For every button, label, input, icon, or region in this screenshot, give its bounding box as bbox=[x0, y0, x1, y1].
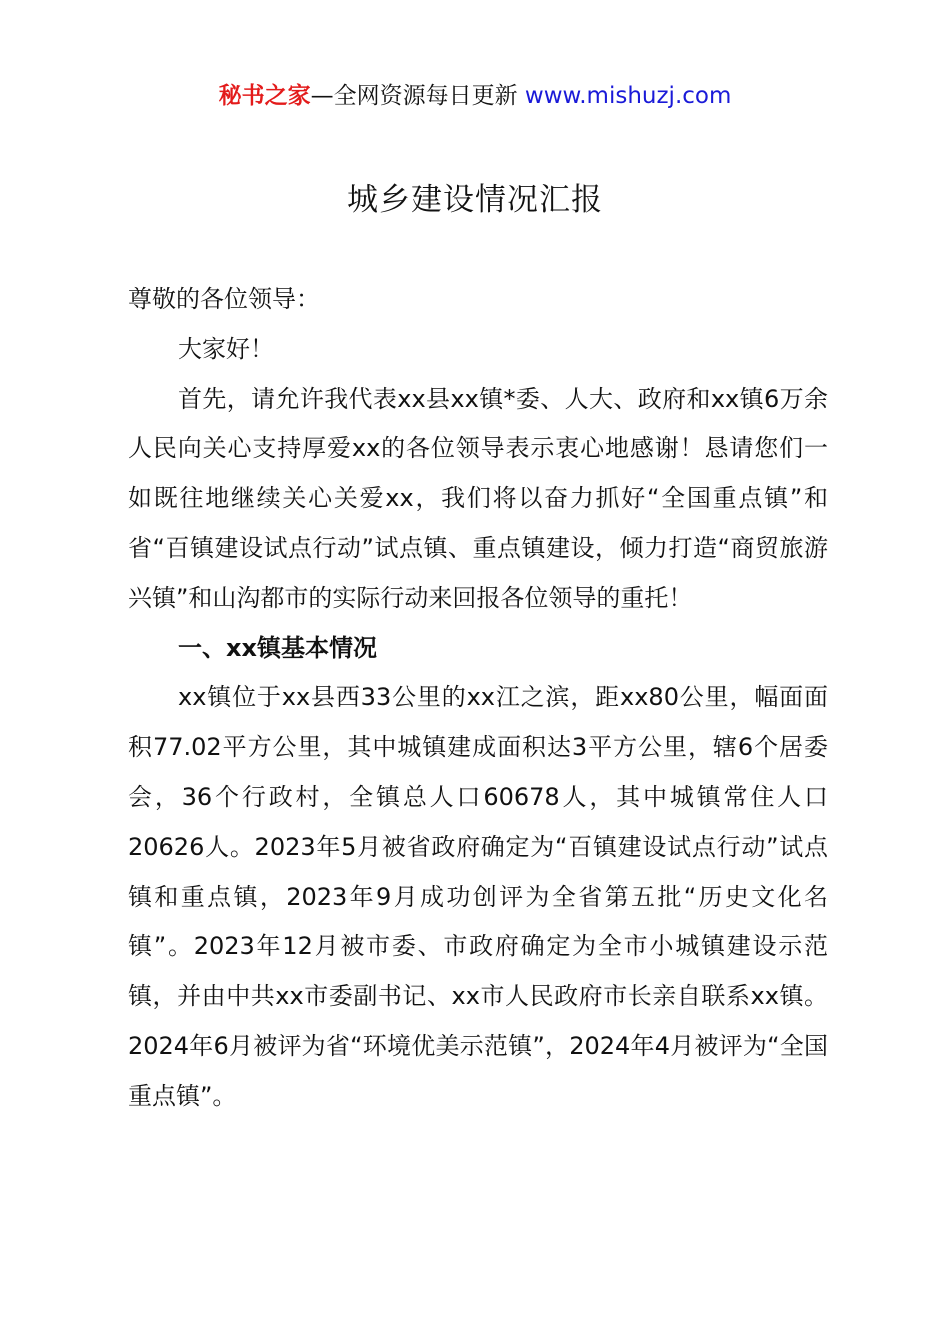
document-body bbox=[128, 275, 828, 1122]
intro-paragraph: 首先，请允许我代表xx县xx镇*委、人大、政府和xx镇6万余人民向关心支持厚爱xx的各位领导表示衷心地感谢！恳请您们一如既往地继续关心关爱xx，我们将以奋力抓好“全国重点镇”和省“百镇建设试点行动”试点镇、重点镇建设，倾力打造“商贸旅游兴镇”和山沟都市的实际行动来回报各位领导的重托！ bbox=[128, 384, 828, 612]
greeting: 大家好！ bbox=[178, 334, 274, 363]
salutation: 尊敬的各位领导： bbox=[128, 285, 320, 313]
section-paragraph: xx镇位于xx县西33公里的xx江之滨，距xx80公里，幅面面积77.02平方公里，其中城镇建成面积达3平方公里，辖6个居委会，36个行政村，全镇总人口60678人，其中城镇常住人口20626人。2023年5月被省政府确定为“百镇建设试点行动”试点镇和重点镇，2023年9月成功创评为全省第五批“历史文化名镇”。2023年12月被市委、市政府确定为全市小城镇建设示范镇，并由中共xx市委副书记、xx市人民政府市长亲自联系xx镇。2024年6月被评为省“环境优美示范镇”，2024年4月被评为“全国重点镇”。 bbox=[128, 683, 828, 1110]
site-tagline: —全网资源每日更新 bbox=[310, 83, 525, 109]
site-brand: 秘书之家 bbox=[218, 83, 311, 109]
site-header bbox=[0, 80, 950, 112]
section-heading: 一、xx镇基本情况 bbox=[178, 633, 377, 662]
document-title: 城乡建设情况汇报 bbox=[347, 182, 603, 218]
site-url-link[interactable]: www.mishuzj.com bbox=[524, 83, 732, 109]
